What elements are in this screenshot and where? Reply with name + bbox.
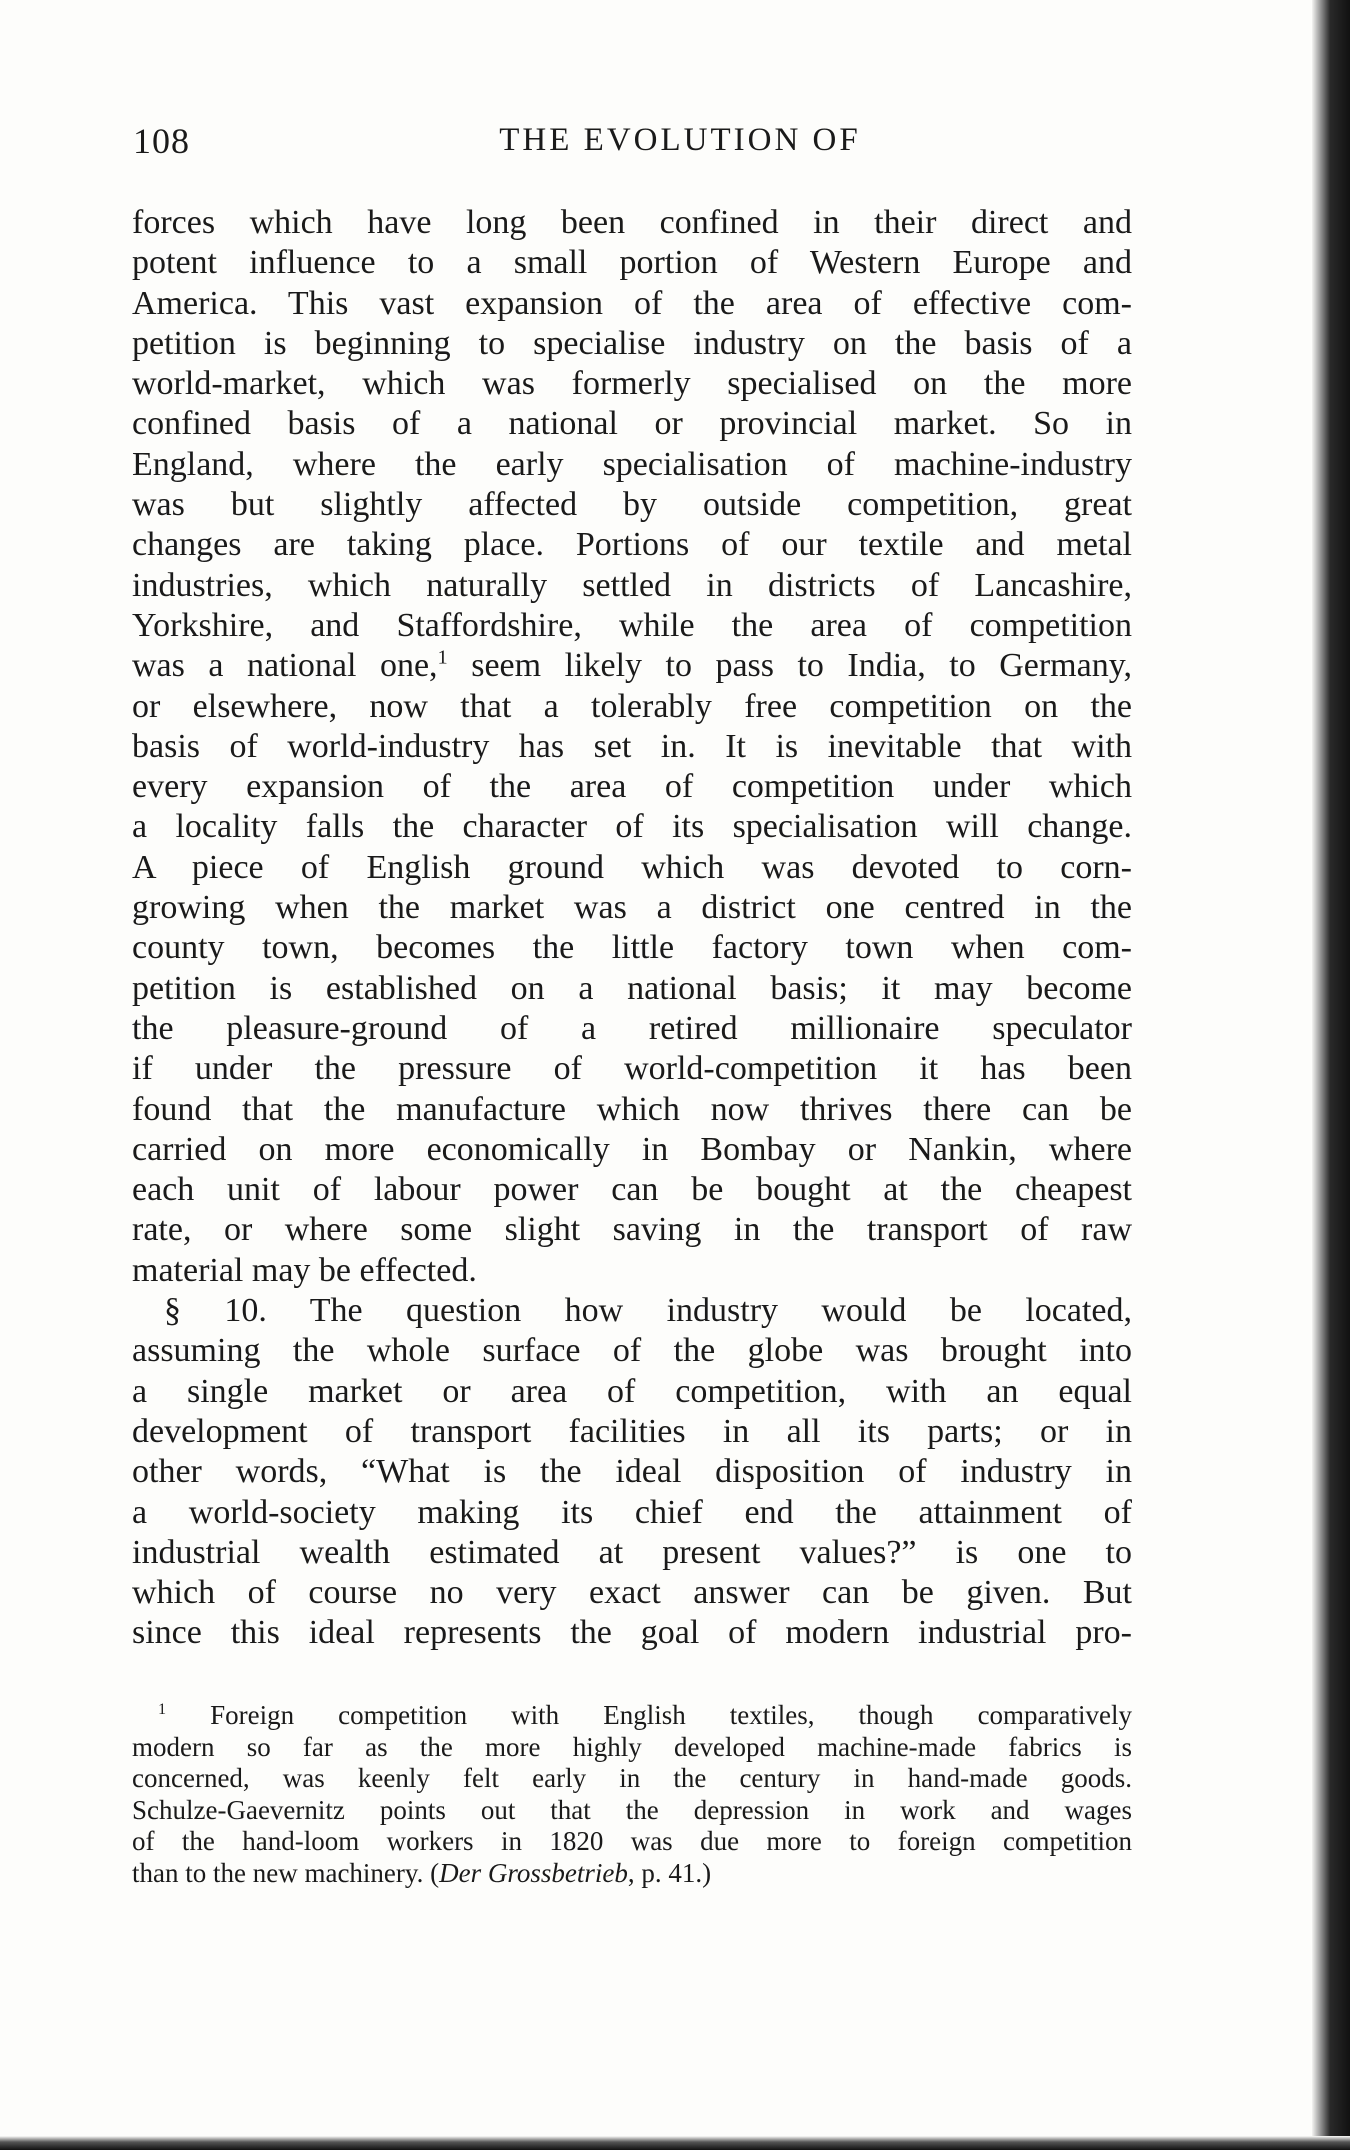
text-line: county town, becomes the little factory town when com-	[132, 929, 1132, 967]
footnote-block	[132, 1700, 1132, 1889]
citation-title: Der Grossbetrieb	[439, 1857, 628, 1888]
text-line: carried on more economically in Bombay or Nankin, where	[132, 1130, 1132, 1168]
page-number: 108	[133, 121, 190, 161]
text-line: industries, which naturally settled in districts of Lancashire,	[132, 566, 1132, 604]
text-line: which of course no very exact answer can be given. But	[132, 1574, 1132, 1612]
footnote-line	[132, 1700, 1132, 1732]
scan-edge-shadow	[1312, 0, 1350, 2150]
text-line: A piece of English ground which was devoted to corn-	[132, 848, 1132, 886]
text-line: America. This vast expansion of the area of effective com-	[132, 284, 1132, 322]
text-line: assuming the whole surface of the globe was brought into	[132, 1332, 1132, 1370]
text-line: found that the manufacture which now thrives there can be	[132, 1090, 1132, 1128]
text-line: or elsewhere, now that a tolerably free competition on the	[132, 687, 1132, 725]
footnote-reference: 1	[437, 646, 448, 669]
text-line: world-market, which was formerly specialised on the more	[132, 365, 1132, 403]
text-line: basis of world-industry has set in. It is inevitable that with	[132, 727, 1132, 765]
text-fragment: Foreign competition with English textiles, though comparatively	[166, 1700, 1132, 1730]
main-text-block	[132, 203, 1132, 1654]
text-line: petition is beginning to specialise industry on the basis of a	[132, 324, 1132, 362]
footnote-marker: 1	[158, 1700, 167, 1718]
text-line: changes are taking place. Portions of our textile and metal	[132, 526, 1132, 564]
text-line: confined basis of a national or provincial market. So in	[132, 405, 1132, 443]
footnote-line: Schulze-Gaevernitz points out that the depression in work and wages	[132, 1794, 1132, 1825]
text-fragment: , p. 41.)	[627, 1857, 712, 1888]
text-line: other words, “What is the ideal disposition of industry in	[132, 1453, 1132, 1491]
text-line: industrial wealth estimated at present values?” is one to	[132, 1533, 1132, 1571]
text-line: each unit of labour power can be bought at the cheapest	[132, 1171, 1132, 1209]
text-line: since this ideal represents the goal of modern industrial pro-	[132, 1614, 1132, 1652]
text-line-with-footnote-ref	[132, 646, 1132, 686]
section-start-line: § 10. The question how industry would be located,	[164, 1292, 1132, 1330]
text-line: material may be effected.	[132, 1251, 477, 1289]
footnote-line	[132, 1858, 1132, 1890]
text-line: rate, or where some slight saving in the transport of raw	[132, 1211, 1132, 1249]
text-line: development of transport facilities in all its parts; or in	[132, 1412, 1132, 1450]
footnote-line: concerned, was keenly felt early in the century in hand-made goods.	[132, 1763, 1132, 1793]
text-line: England, where the early specialisation of machine-industry	[132, 445, 1132, 483]
footnote-line: of the hand-loom workers in 1820 was due more to foreign competition	[132, 1826, 1132, 1856]
text-line: petition is established on a national basis; it may become	[132, 969, 1132, 1007]
text-line: if under the pressure of world-competition it has been	[132, 1050, 1132, 1088]
text-line: potent influence to a small portion of Western Europe and	[132, 244, 1132, 282]
text-fragment: seem likely to pass to India, to Germany,	[447, 647, 1132, 685]
text-line: a locality falls the character of its specialisation will change.	[132, 808, 1132, 846]
running-title: THE EVOLUTION OF	[499, 122, 861, 158]
text-fragment: than to the new machinery. (	[132, 1857, 440, 1888]
text-line: Yorkshire, and Staffordshire, while the area of competition	[132, 606, 1132, 644]
text-line: forces which have long been confined in their direct and	[132, 204, 1132, 241]
text-line: was but slightly affected by outside competition, great	[132, 486, 1132, 524]
text-line: the pleasure-ground of a retired millionaire speculator	[132, 1009, 1132, 1047]
text-line: a single market or area of competition, with an equal	[132, 1372, 1132, 1410]
scan-bottom-shadow	[0, 2136, 1350, 2150]
text-line: growing when the market was a district one centred in the	[132, 889, 1132, 927]
text-fragment: was a national one,	[132, 647, 438, 685]
footnote-line: modern so far as the more highly developed machine-made fabrics is	[132, 1731, 1132, 1762]
text-line: every expansion of the area of competition under which	[132, 768, 1132, 806]
text-line: a world-society making its chief end the attainment of	[132, 1493, 1132, 1531]
